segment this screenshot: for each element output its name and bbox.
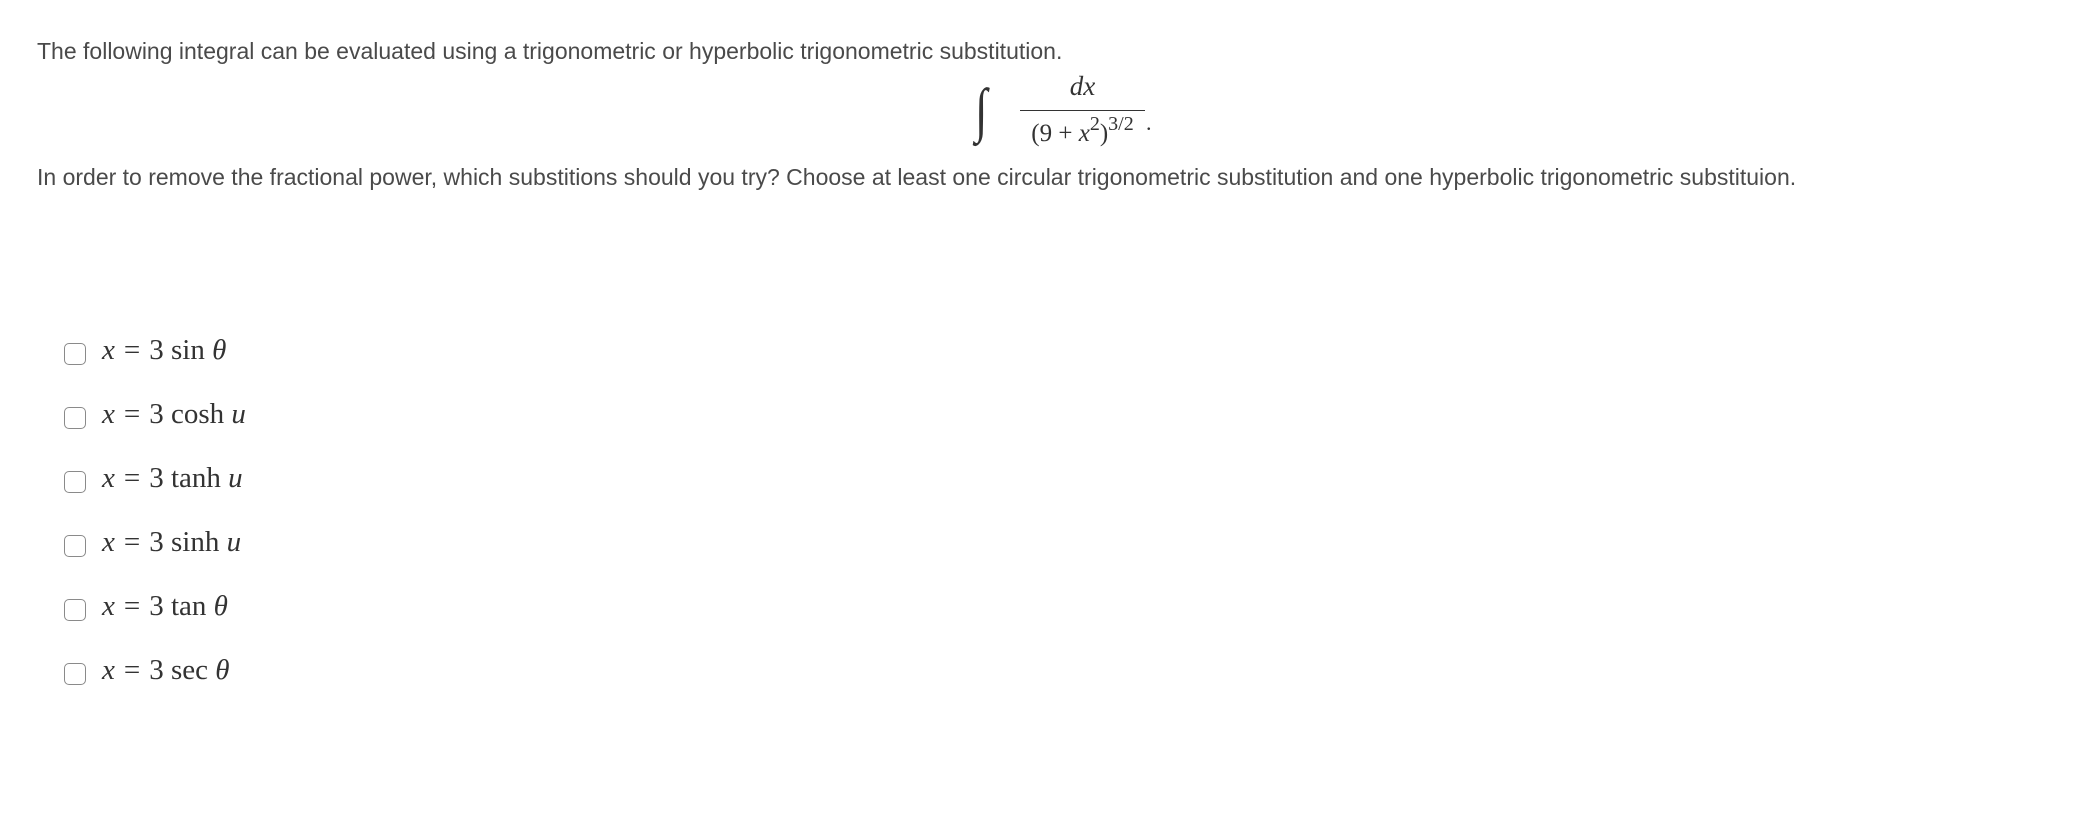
denominator-exponent: 2 xyxy=(1089,112,1100,135)
option-label[interactable]: x = 3 cosh u xyxy=(102,398,246,430)
denominator-variable: x xyxy=(1078,120,1090,147)
question-text: In order to remove the fractional power, which substitions should you try? Choose at least one circular trigonometric substitution and one hyperbolic trigonometric substituion. xyxy=(37,164,1797,190)
checkbox[interactable] xyxy=(64,663,86,685)
integral-numerator: dx xyxy=(1069,71,1096,101)
integral-expression xyxy=(975,68,1195,154)
integral-sign: ∫ xyxy=(975,77,988,143)
checkbox[interactable] xyxy=(64,471,86,493)
denominator-close: ) xyxy=(1099,120,1109,147)
option-label[interactable]: x = 3 tan θ xyxy=(102,590,228,622)
integral-trailing-period: . xyxy=(1146,110,1152,135)
fraction-bar xyxy=(1020,110,1145,111)
checkbox[interactable] xyxy=(64,535,86,557)
denominator-power: 3/2 xyxy=(1108,112,1134,135)
option-label[interactable]: x = 3 sin θ xyxy=(102,334,227,366)
option-label[interactable]: x = 3 sinh u xyxy=(102,526,242,558)
checkbox[interactable] xyxy=(64,407,86,429)
option-label[interactable]: x = 3 sec θ xyxy=(102,654,230,686)
integral-denominator xyxy=(1020,114,1145,154)
checkbox[interactable] xyxy=(64,599,86,621)
option-label[interactable]: x = 3 tanh u xyxy=(102,462,243,494)
checkbox[interactable] xyxy=(64,343,86,365)
intro-text: The following integral can be evaluated using a trigonometric or hyperbolic trigonometric substitution. xyxy=(37,38,1063,64)
denominator-open: (9 + xyxy=(1031,120,1079,147)
